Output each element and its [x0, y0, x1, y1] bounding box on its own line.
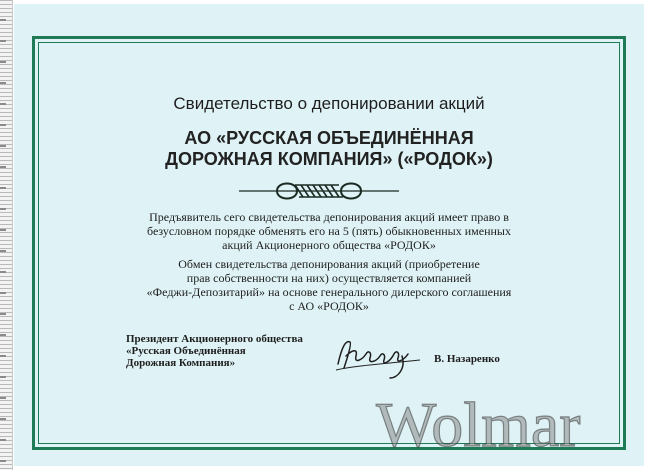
handwritten-signature: [332, 334, 427, 382]
paragraph-line: акций Акционерного общества «РОДОК»: [222, 238, 436, 252]
signatory-name: В. Назаренко: [434, 353, 500, 365]
ornament-divider: [239, 177, 399, 205]
paragraph-line: прав собственности на них) осуществляется компанией: [186, 271, 472, 285]
certificate-title: Свидетельство о депонировании акций: [173, 94, 485, 113]
scan-ruler: [0, 0, 13, 470]
paragraph-line: Обмен свидетельства депонирования акций (приобретение: [178, 257, 480, 271]
signatory-title-line: Президент Акционерного общества: [126, 333, 303, 345]
exchange-terms-paragraph: [14, 257, 644, 313]
paragraph-line: безусловном порядке обменять его на 5 (пять) обыкновенных именных: [147, 224, 511, 238]
certificate-sheet: [14, 4, 644, 466]
exchange-right-paragraph: [14, 210, 644, 252]
wolmar-watermark: [374, 382, 644, 464]
company-name-line-2: ДОРОЖНАЯ КОМПАНИЯ» («РОДОК»): [165, 149, 493, 169]
company-name: [14, 128, 644, 170]
signatory-title-line: Дорожная Компания»: [126, 357, 236, 369]
company-name-line-1: АО «РУССКАЯ ОБЪЕДИНЁННАЯ: [184, 128, 474, 148]
paragraph-line: Предъявитель сего свидетельства депонирования акций имеет право в: [149, 210, 509, 224]
watermark-text: Wolmar: [376, 389, 581, 460]
paragraph-line: «Феджи-Депозитарий» на основе генерального дилерского соглашения: [146, 285, 512, 299]
signatory-title-line: «Русская Объединённая: [126, 345, 246, 357]
paragraph-line: с АО «РОДОК»: [289, 299, 369, 313]
signatory-title: [126, 333, 303, 369]
